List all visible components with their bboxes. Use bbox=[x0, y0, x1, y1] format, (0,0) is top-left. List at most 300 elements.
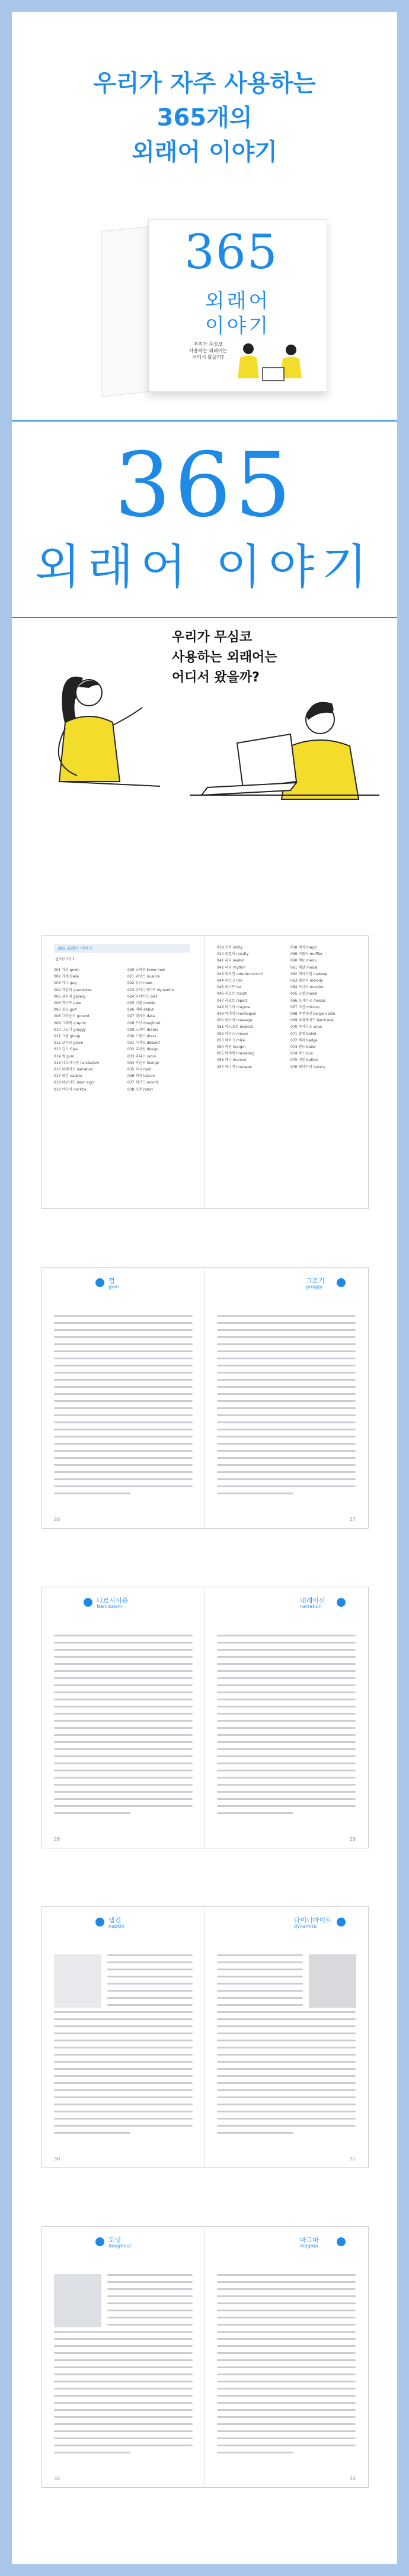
spread2-left bbox=[42, 1587, 205, 1848]
word-circle-icon bbox=[84, 1598, 92, 1607]
text-line bbox=[54, 1407, 193, 1409]
toc-entry: 023 다이너마이트 dynamite bbox=[127, 988, 174, 992]
text-line bbox=[217, 2388, 356, 2390]
text-line bbox=[217, 1450, 356, 1452]
page-number: 33 bbox=[349, 2476, 356, 2481]
text-line bbox=[217, 1372, 356, 1374]
text-line bbox=[54, 2338, 193, 2340]
text-line bbox=[217, 2089, 356, 2091]
toc-entry: 050 마사지 massage bbox=[217, 1018, 253, 1023]
text-line bbox=[54, 1748, 193, 1750]
text-line bbox=[217, 2338, 356, 2340]
text-line bbox=[107, 1954, 193, 1956]
text-line bbox=[54, 2096, 193, 2098]
text-line bbox=[54, 1358, 193, 1359]
text-line bbox=[217, 2295, 356, 2297]
text-line bbox=[217, 2324, 356, 2326]
hero-title-line3: 외래어 이야기 bbox=[132, 139, 277, 166]
word-korean: 마그마 bbox=[300, 2236, 319, 2244]
text-line bbox=[217, 1748, 356, 1750]
toc-entry: 058 매직 magic bbox=[290, 946, 318, 950]
text-line bbox=[217, 2302, 356, 2304]
text-line bbox=[217, 2402, 356, 2404]
text-line bbox=[54, 1699, 193, 1700]
toc-entry: 007 골프 golf bbox=[54, 1008, 77, 1012]
text-line bbox=[217, 2281, 356, 2283]
text-line bbox=[54, 1720, 193, 1722]
page-number: 28 bbox=[54, 1837, 60, 1842]
text-line bbox=[54, 2025, 193, 2027]
sample-spread-1 bbox=[41, 1267, 369, 1529]
cover-number: 365 bbox=[184, 224, 279, 279]
spread3-right bbox=[205, 1907, 368, 2167]
toc-entry: 047 리포트 report bbox=[217, 998, 247, 1003]
cover-tag-1: 우리가 무심코 bbox=[193, 342, 223, 347]
text-line bbox=[54, 1713, 193, 1715]
text-line bbox=[217, 2082, 356, 2084]
text-line bbox=[217, 2033, 356, 2034]
text-line bbox=[217, 1677, 356, 1679]
text-line bbox=[217, 1983, 303, 1985]
spread1-left bbox=[42, 1268, 205, 1528]
toc-entry: 009 그래픽 graphic bbox=[54, 1021, 87, 1025]
text-line bbox=[54, 1770, 193, 1771]
toc-entry: 016 내레이션 narration bbox=[54, 1067, 93, 1072]
text-line bbox=[217, 1358, 356, 1359]
toc-list-right bbox=[217, 944, 359, 1070]
text-line bbox=[54, 1422, 193, 1423]
toc-entry: 052 마우스 mouse bbox=[217, 1031, 248, 1036]
toc-entry: 051 마스코트 mascot bbox=[217, 1025, 253, 1030]
text-line bbox=[54, 1350, 193, 1352]
text-line bbox=[217, 2409, 356, 2411]
text-line bbox=[54, 2331, 193, 2333]
toc-page-right bbox=[205, 936, 368, 1208]
text-line bbox=[54, 1763, 193, 1764]
toc-entry: 048 마그마 magma bbox=[217, 1005, 250, 1009]
text-line bbox=[54, 1322, 193, 1324]
text-line bbox=[107, 2302, 193, 2304]
word-circle-icon bbox=[337, 1918, 346, 1927]
text-line bbox=[217, 2132, 293, 2134]
word-english: doughnut bbox=[108, 2243, 132, 2249]
spread4-left bbox=[42, 2227, 205, 2487]
word-circle-icon bbox=[337, 1598, 346, 1607]
toc-entry: 022 뉴스 news bbox=[127, 981, 153, 986]
book-spine bbox=[101, 226, 149, 397]
toc-entry: 008 그라운드 ground bbox=[54, 1014, 90, 1019]
text-line bbox=[217, 1649, 356, 1651]
text-line bbox=[54, 2381, 193, 2382]
text-line bbox=[217, 2352, 356, 2354]
text-line bbox=[54, 2118, 193, 2120]
text-line bbox=[217, 1336, 356, 1338]
text-line bbox=[217, 2025, 356, 2027]
text-line bbox=[217, 1777, 356, 1779]
text-line bbox=[54, 2054, 193, 2056]
text-line bbox=[54, 1429, 193, 1430]
toc-entry: 012 글러브 glove bbox=[54, 1041, 84, 1046]
text-line bbox=[217, 1485, 356, 1487]
cover-title-1: 외래어 bbox=[204, 290, 271, 313]
text-line bbox=[107, 1961, 193, 1963]
text-line bbox=[54, 2359, 193, 2361]
toc-entry: 066 모자이크 mosaic bbox=[290, 998, 326, 1003]
text-line bbox=[217, 1436, 356, 1437]
text-line bbox=[54, 1464, 193, 1466]
toc-entry: 040 로열티 royalty bbox=[217, 952, 249, 957]
napkin-photo bbox=[54, 1954, 101, 2008]
text-line bbox=[54, 2040, 193, 2041]
text-line bbox=[217, 2111, 356, 2112]
text-line bbox=[54, 1741, 193, 1743]
text-line bbox=[217, 1379, 356, 1381]
text-line bbox=[217, 1990, 303, 1992]
text-line bbox=[217, 1656, 356, 1658]
text-line bbox=[54, 1677, 193, 1679]
text-line bbox=[54, 2033, 193, 2034]
toc-entry: 053 마이크 mike bbox=[217, 1038, 245, 1043]
text-line bbox=[217, 1329, 356, 1331]
text-line bbox=[217, 2104, 356, 2105]
text-line bbox=[54, 1734, 193, 1736]
text-line bbox=[217, 1393, 356, 1395]
toc-entry: 024 다이어트 diet bbox=[127, 994, 157, 999]
text-line bbox=[54, 1436, 193, 1437]
text-line bbox=[54, 2423, 193, 2425]
text-line bbox=[217, 2445, 356, 2446]
text-line bbox=[54, 1656, 193, 1658]
text-line bbox=[217, 2359, 356, 2361]
text-line bbox=[54, 2409, 193, 2411]
toc-page-left bbox=[42, 936, 205, 1208]
text-line bbox=[217, 1812, 293, 1814]
toc-section: 들어가며 1 bbox=[55, 957, 75, 961]
text-line bbox=[217, 2118, 356, 2120]
toc-entry: 035 러시 rush bbox=[127, 1067, 152, 1072]
toc-entry: 042 리듬 rhythm bbox=[217, 965, 246, 970]
text-line bbox=[217, 1691, 356, 1693]
text-line bbox=[54, 1393, 193, 1395]
toc-entry: 018 네온사인 neon sign bbox=[54, 1080, 94, 1085]
toc-entry: 003 개그 gag bbox=[54, 981, 77, 986]
toc-entry: 029 드라마 drama bbox=[127, 1027, 159, 1032]
toc-entry: 010 그로기 groggy bbox=[54, 1027, 86, 1032]
hero-title-line1: 우리가 자주 사용하는 bbox=[93, 70, 316, 97]
text-line bbox=[107, 2281, 193, 2283]
text-line bbox=[217, 2075, 356, 2077]
text-line bbox=[217, 2345, 356, 2347]
text-line bbox=[217, 1386, 356, 1388]
toc-entry: 062 메이크업 makeup bbox=[290, 972, 328, 976]
text-line bbox=[217, 1642, 356, 1644]
sample-spread-4 bbox=[41, 2226, 369, 2488]
text-line bbox=[54, 1784, 193, 1786]
text-line bbox=[54, 2352, 193, 2354]
text-line bbox=[217, 1464, 356, 1466]
toc-entry: 057 매니저 manager bbox=[217, 1065, 253, 1069]
toc-entry: 054 마진 margin bbox=[217, 1045, 246, 1050]
text-line bbox=[54, 1478, 193, 1480]
text-line bbox=[54, 2416, 193, 2418]
text-line bbox=[54, 2452, 130, 2453]
text-line bbox=[217, 2047, 356, 2048]
speech-line2: 사용하는 외래어는 bbox=[172, 650, 277, 665]
text-line bbox=[54, 1798, 193, 1800]
text-line bbox=[107, 2274, 193, 2276]
text-line bbox=[54, 1663, 193, 1665]
page-number: 32 bbox=[54, 2476, 60, 2481]
toc-entry: 045 리스트 list bbox=[217, 985, 242, 990]
toc-entry: 020 노하우 know-how bbox=[127, 968, 165, 972]
text-line bbox=[217, 2452, 293, 2453]
text-line bbox=[54, 1386, 193, 1388]
text-line bbox=[217, 1763, 356, 1764]
text-line bbox=[217, 1670, 356, 1672]
text-line bbox=[217, 1350, 356, 1352]
text-line bbox=[217, 1791, 356, 1793]
text-line bbox=[54, 1805, 193, 1807]
text-line bbox=[217, 1343, 356, 1345]
text-line bbox=[54, 1343, 193, 1345]
text-line bbox=[217, 1407, 356, 1409]
toc-entry: 014 껌 gum bbox=[54, 1054, 75, 1059]
text-line bbox=[54, 2089, 193, 2091]
toc-entry: 011 그룹 group bbox=[54, 1034, 81, 1039]
text-line bbox=[54, 2132, 130, 2134]
text-line bbox=[54, 1493, 130, 1494]
speech-line3: 어디서 왔을까? bbox=[172, 670, 260, 685]
headline-number: 365 bbox=[114, 434, 295, 537]
word-circle-icon bbox=[95, 1918, 104, 1927]
toc-entry: 046 리조트 resort bbox=[217, 992, 247, 996]
word-circle-icon bbox=[95, 1278, 104, 1287]
text-line bbox=[54, 2047, 193, 2048]
text-line bbox=[217, 1365, 356, 1366]
text-line bbox=[107, 2310, 193, 2311]
toc-entry: 034 라운지 lounge bbox=[127, 1060, 159, 1065]
toc-entry: 021 뉘앙스 nuance bbox=[127, 975, 160, 979]
toc-entry: 025 더블 double bbox=[127, 1001, 156, 1006]
text-line bbox=[217, 1443, 356, 1445]
text-line bbox=[54, 1379, 193, 1381]
toc-entry: 055 마케팅 marketing bbox=[217, 1051, 255, 1056]
cover-tag-3: 어디서 왔을까? bbox=[192, 355, 224, 360]
text-line bbox=[54, 2388, 193, 2390]
text-line bbox=[54, 1365, 193, 1366]
divider-bottom bbox=[12, 617, 397, 618]
text-line bbox=[217, 1635, 356, 1636]
word-korean: 내레이션 bbox=[300, 1597, 325, 1604]
text-line bbox=[217, 1663, 356, 1665]
toc-entry: 056 매너 manner bbox=[217, 1058, 247, 1063]
toc-entry: 017 냅킨 napkin bbox=[54, 1074, 82, 1079]
toc-spread bbox=[41, 935, 369, 1209]
toc-entry: 070 바이러스 virus bbox=[290, 1025, 322, 1030]
hero-title-line2: 365개의 bbox=[156, 104, 253, 131]
text-line bbox=[217, 2331, 356, 2333]
word-english: magma bbox=[300, 2243, 318, 2249]
doughnut-photo bbox=[54, 2274, 101, 2327]
toc-entry: 005 갤러리 gallery bbox=[54, 994, 86, 999]
sample-spread-2 bbox=[41, 1587, 369, 1848]
toc-entry: 036 레저 leisure bbox=[127, 1074, 155, 1079]
toc-entry: 071 발레 ballet bbox=[290, 1031, 317, 1036]
toc-entry: 006 게이트 gate bbox=[54, 1001, 82, 1006]
page-number: 31 bbox=[349, 2156, 356, 2162]
text-line bbox=[217, 1315, 356, 1317]
text-line bbox=[217, 2416, 356, 2418]
spread4-right bbox=[205, 2227, 368, 2487]
text-line bbox=[107, 1983, 193, 1985]
text-line bbox=[54, 1457, 193, 1459]
illustration-scene bbox=[12, 628, 397, 805]
text-line bbox=[217, 1727, 356, 1729]
text-line bbox=[54, 1642, 193, 1644]
text-line bbox=[217, 2430, 356, 2432]
text-line bbox=[54, 2082, 193, 2084]
text-line bbox=[217, 1699, 356, 1700]
toc-entry: 044 리스크 risk bbox=[217, 979, 243, 983]
text-line bbox=[217, 2366, 356, 2368]
text-line bbox=[54, 2366, 193, 2368]
word-korean: 그로기 bbox=[306, 1277, 325, 1285]
text-line bbox=[217, 2096, 356, 2098]
text-line bbox=[54, 2111, 193, 2112]
text-line bbox=[217, 1805, 356, 1807]
toc-entry: 041 리더 leader bbox=[217, 959, 244, 963]
divider-top bbox=[12, 420, 397, 422]
text-line bbox=[54, 1372, 193, 1374]
text-line bbox=[107, 1969, 193, 1970]
word-korean: 다이너마이트 bbox=[294, 1916, 332, 1924]
text-line bbox=[107, 2317, 193, 2318]
toc-entry: 031 디저트 dessert bbox=[127, 1041, 160, 1046]
text-line bbox=[217, 2395, 356, 2397]
toc-entry: 019 넥타이 necktie bbox=[54, 1087, 87, 1092]
toc-entry: 072 배지 badge bbox=[290, 1038, 318, 1043]
text-line bbox=[217, 1684, 356, 1686]
text-line bbox=[217, 1734, 356, 1736]
text-line bbox=[107, 1976, 193, 1977]
toc-entry: 038 로봇 robot bbox=[127, 1087, 153, 1092]
toc-entry: 060 메뉴 menu bbox=[290, 959, 317, 963]
text-line bbox=[217, 1713, 356, 1715]
text-line bbox=[54, 1755, 193, 1757]
toc-entry: 064 모니터 monitor bbox=[290, 985, 324, 990]
toc-entry: 073 밴드 band bbox=[290, 1045, 315, 1050]
text-line bbox=[54, 1315, 193, 1317]
text-line bbox=[217, 2423, 356, 2425]
toc-entry: 037 레코드 record bbox=[127, 1080, 158, 1085]
text-line bbox=[54, 1777, 193, 1779]
sample-spread-3 bbox=[41, 1906, 369, 2168]
text-line bbox=[107, 2295, 193, 2297]
toc-entry: 075 버튼 button bbox=[290, 1058, 318, 1063]
text-line bbox=[54, 2018, 193, 2020]
text-line bbox=[217, 2310, 356, 2311]
word-english: dynamite bbox=[294, 1924, 317, 1929]
page-number: 26 bbox=[54, 1517, 60, 1522]
book-front bbox=[148, 219, 327, 392]
text-line bbox=[54, 2402, 193, 2404]
word-circle-icon bbox=[95, 2237, 104, 2246]
text-line bbox=[54, 2125, 193, 2127]
text-line bbox=[54, 1336, 193, 1338]
word-english: Narcissism bbox=[97, 1604, 123, 1609]
toc-entry: 013 깁스 Gips bbox=[54, 1047, 78, 1052]
text-line bbox=[217, 1961, 303, 1963]
text-line bbox=[54, 2345, 193, 2347]
text-line bbox=[54, 2075, 193, 2077]
text-line bbox=[217, 1471, 356, 1473]
toc-entry: 076 베이커리 bakery bbox=[290, 1065, 325, 1069]
text-line bbox=[54, 1329, 193, 1331]
text-line bbox=[54, 1727, 193, 1729]
people-illustration bbox=[12, 628, 397, 805]
text-line bbox=[54, 1443, 193, 1445]
toc-entry: 026 데뷔 début bbox=[127, 1008, 154, 1012]
cover-tag-2: 사용하는 외래어는 bbox=[188, 348, 228, 353]
toc-entry: 033 라디오 radio bbox=[127, 1054, 156, 1059]
toc-entry: 061 메달 medal bbox=[290, 965, 318, 970]
spread2-right bbox=[205, 1587, 368, 1848]
book-cover-mockup bbox=[101, 219, 326, 397]
toc-list-left bbox=[54, 967, 196, 1093]
toc-entry: 039 로비 lobby bbox=[217, 946, 243, 950]
text-line bbox=[217, 2040, 356, 2041]
page-number: 30 bbox=[54, 2156, 60, 2162]
word-english: gum bbox=[108, 1284, 119, 1289]
toc-entry: 049 마네킹 mannequin bbox=[217, 1012, 257, 1017]
text-line bbox=[54, 2374, 193, 2375]
text-line bbox=[107, 2004, 193, 2006]
text-line bbox=[217, 1400, 356, 1402]
word-english: napkin bbox=[108, 1924, 124, 1929]
cover-illustration bbox=[232, 337, 315, 384]
text-line bbox=[54, 2430, 193, 2432]
page-number: 29 bbox=[349, 1837, 356, 1842]
text-line bbox=[217, 1770, 356, 1771]
spread1-right bbox=[205, 1268, 368, 1528]
text-line bbox=[54, 1400, 193, 1402]
dynamite-photo bbox=[309, 1954, 356, 2008]
spread3-left bbox=[42, 1907, 205, 2167]
text-line bbox=[217, 1414, 356, 1416]
text-line bbox=[54, 1485, 193, 1487]
text-line bbox=[217, 2437, 356, 2439]
toc-entry: 002 가제 Gaze bbox=[54, 975, 79, 979]
headline-title: 외래어 이야기 bbox=[34, 539, 375, 594]
text-line bbox=[217, 2061, 356, 2063]
text-line bbox=[54, 2437, 193, 2439]
text-line bbox=[54, 2104, 193, 2105]
text-line bbox=[217, 1706, 356, 1707]
toc-entry: 068 바겐세일 bargain sale bbox=[290, 1012, 335, 1017]
cover-tagline bbox=[184, 341, 232, 361]
text-line bbox=[54, 2395, 193, 2397]
text-line bbox=[217, 1969, 303, 1970]
word-korean: 껌 bbox=[108, 1277, 115, 1285]
toc-entry: 043 리모컨 remote control bbox=[217, 972, 263, 976]
toc-entry: 069 바리케이드 barricade bbox=[290, 1018, 334, 1023]
text-line bbox=[217, 1997, 303, 1999]
toc-entry: 001 가운 gown bbox=[54, 968, 80, 972]
text-line bbox=[54, 1684, 193, 1686]
toc-entry: 059 머플러 muffler bbox=[290, 952, 323, 957]
text-line bbox=[217, 1755, 356, 1757]
text-line bbox=[217, 1976, 303, 1977]
